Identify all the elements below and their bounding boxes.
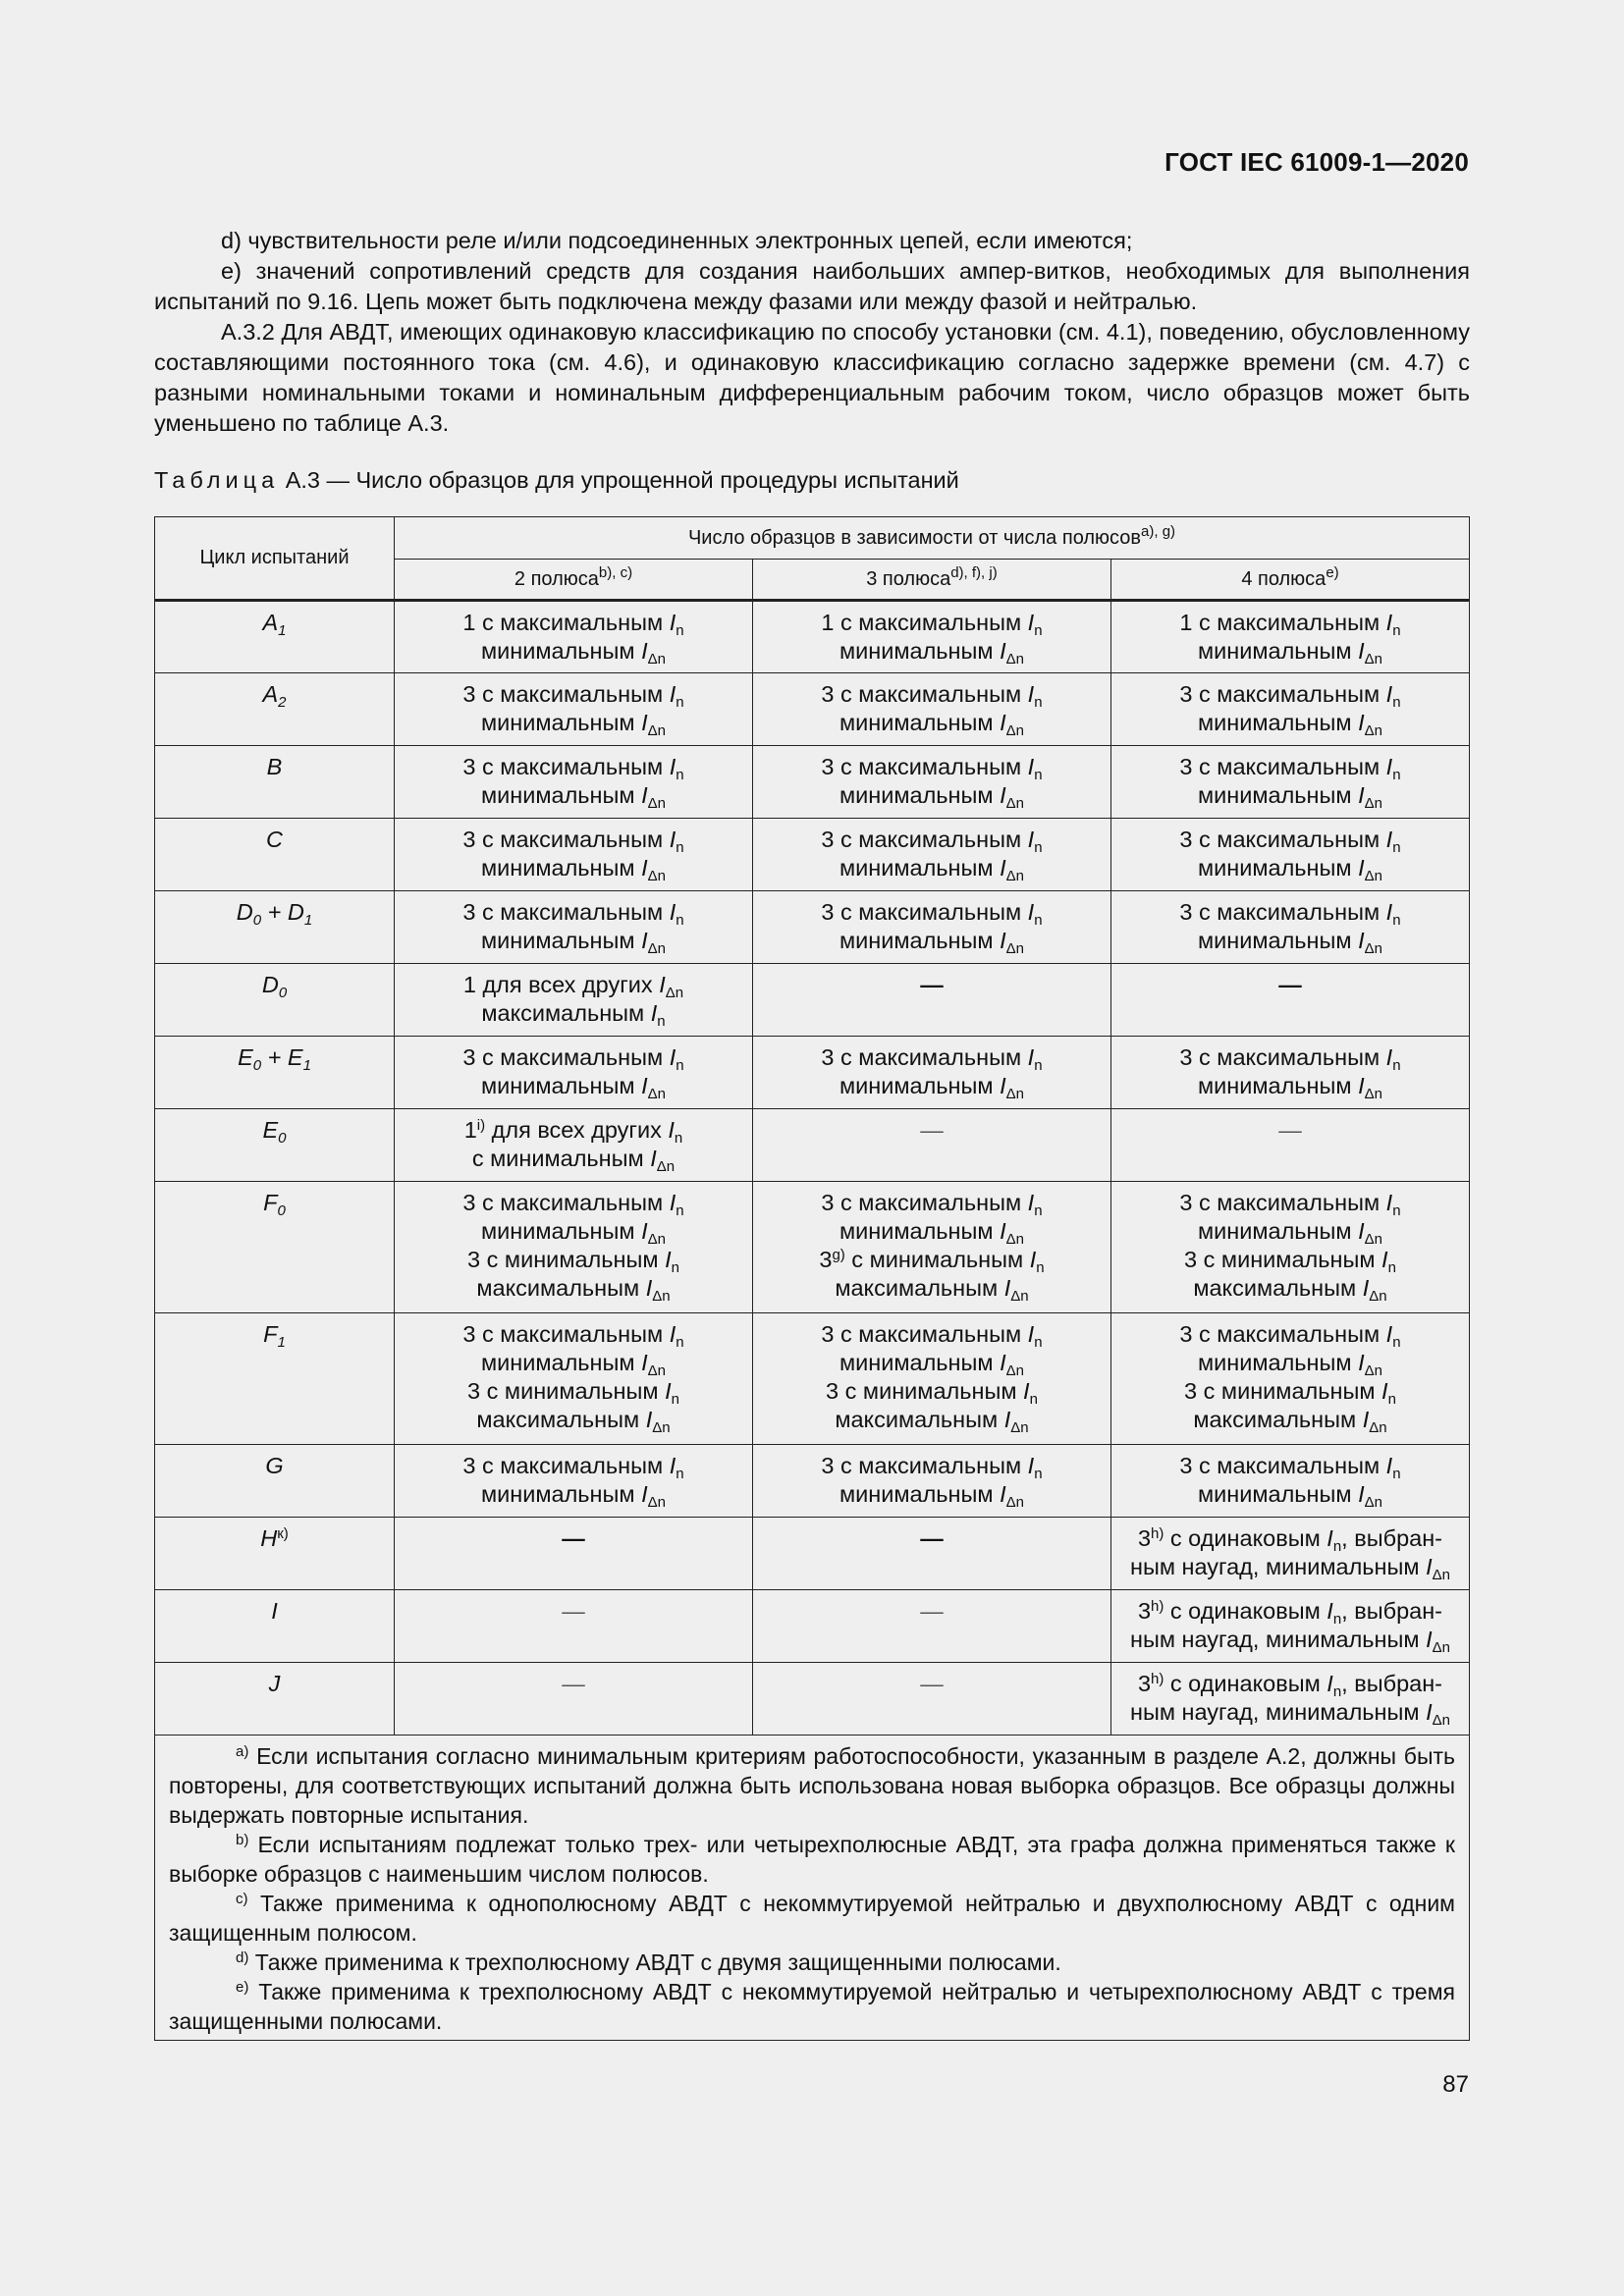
cell-c3: 3 с максимальным $I_n$ минимальным $I_{\Delta n}$ 3$^{g)}$ с минимальным $I_n$ максимальным $I_{\Delta n}$ — [752, 1182, 1110, 1313]
cell-cycle: $E_0$ — [155, 1109, 395, 1182]
cell-c2: 3 с максимальным $I_n$ минимальным $I_{\Delta n}$ — [395, 819, 753, 891]
cell-c2: 3 с максимальным $I_n$ минимальным $I_{\Delta n}$ — [395, 673, 753, 746]
header-3-poles: 3 полюса$^{d), f), j)}$ — [752, 560, 1110, 601]
cell-c2: — — [395, 1518, 753, 1590]
cell-cycle: $A_1$ — [155, 601, 395, 673]
table-body — [155, 601, 1470, 1735]
cell-cycle: $D_0 + D_1$ — [155, 891, 395, 964]
cell-c3: — — [752, 1663, 1110, 1735]
cell-c4: 3$^{h)}$ с одинаковым $I_n$, выбран- ным наугад, минимальным $I_{\Delta n}$ — [1110, 1663, 1469, 1735]
samples-table — [154, 516, 1470, 2041]
page-number: 87 — [1442, 2071, 1469, 2098]
cell-c2: 3 с максимальным $I_n$ минимальным $I_{\Delta n}$ — [395, 1037, 753, 1109]
cell-c4: 3 с максимальным $I_n$ минимальным $I_{\Delta n}$ 3 с минимальным $I_n$ максимальным $I_{\Delta n}$ — [1110, 1313, 1469, 1445]
table-row — [155, 746, 1470, 819]
cell-cycle: $A_2$ — [155, 673, 395, 746]
cell-c4: 3 с максимальным $I_n$ минимальным $I_{\Delta n}$ — [1110, 673, 1469, 746]
table-row — [155, 819, 1470, 891]
cell-c4: 1 с максимальным $I_n$ минимальным $I_{\Delta n}$ — [1110, 601, 1469, 673]
intro-paragraph-e: e) значений сопротивлений средств для создания наибольших ампер-витков, необходимых для выполнения испытаний по 9.16. Цепь может быть подключена между фазами или между фазой и нейтралью. — [154, 258, 1470, 314]
table-footnote: $^{a)}$ Если испытания согласно минимальным критериям работоспособности, указанным в разделе А.2, должны быть повторены, для соответствующих испытаний должна быть использована новая выборка образцов. Все образцы должны выдержать повторные испытания. — [169, 1743, 1455, 1828]
cell-c3: — — [752, 1590, 1110, 1663]
table-row — [155, 1313, 1470, 1445]
cell-cycle: $D_0$ — [155, 964, 395, 1037]
cell-cycle: $F_1$ — [155, 1313, 395, 1445]
cell-c2: — — [395, 1663, 753, 1735]
table-footnote: $^{c)}$ Также применима к однополюсному АВДТ с некоммутируемой нейтралью и двухполюсному АВДТ с одним защищенным полюсом. — [169, 1891, 1455, 1946]
cell-c2: — — [395, 1590, 753, 1663]
intro-paragraph-a32: А.3.2 Для АВДТ, имеющих одинаковую классификацию по способу установки (см. 4.1), поведению, обусловленному составляющими постоянного тока (см. 4.6), и одинаковую классификацию согласно задержке времени (см. 4.7) с разными номинальными токами и номинальным дифференциальным рабочим током, число образцов может быть уменьшено по таблице А.3. — [154, 319, 1470, 436]
cell-c2: 3 с максимальным $I_n$ минимальным $I_{\Delta n}$ — [395, 746, 753, 819]
table-row — [155, 673, 1470, 746]
cell-cycle: J — [155, 1663, 395, 1735]
cell-cycle: B — [155, 746, 395, 819]
cell-c3: — — [752, 964, 1110, 1037]
cell-c3: — — [752, 1518, 1110, 1590]
cell-c3: — — [752, 1109, 1110, 1182]
table-row — [155, 1037, 1470, 1109]
cell-c3: 1 с максимальным $I_n$ минимальным $I_{\Delta n}$ — [752, 601, 1110, 673]
cell-cycle: $H^{к)}$ — [155, 1518, 395, 1590]
cell-c3: 3 с максимальным $I_n$ минимальным $I_{\Delta n}$ — [752, 673, 1110, 746]
table-row — [155, 1109, 1470, 1182]
cell-c2: 1 с максимальным $I_n$ минимальным $I_{\Delta n}$ — [395, 601, 753, 673]
header-cycle: Цикл испытаний — [155, 517, 395, 601]
document-header: ГОСТ IEC 61009-1—2020 — [1164, 147, 1469, 177]
table-row — [155, 1182, 1470, 1313]
cell-cycle: C — [155, 819, 395, 891]
cell-cycle: $F_0$ — [155, 1182, 395, 1313]
header-2-poles: 2 полюса$^{b), c)}$ — [395, 560, 753, 601]
table-title-prefix: Таблица — [154, 467, 280, 493]
header-4-poles: 4 полюса$^{e)}$ — [1110, 560, 1469, 601]
cell-c4: — — [1110, 1109, 1469, 1182]
table-footnote: $^{d)}$ Также применима к трехполюсному АВДТ с двумя защищенными полюсами. — [236, 1949, 1061, 1975]
table-row — [155, 964, 1470, 1037]
cell-c3: 3 с максимальным $I_n$ минимальным $I_{\Delta n}$ 3 с минимальным $I_n$ максимальным $I_{\Delta n}$ — [752, 1313, 1110, 1445]
cell-c3: 3 с максимальным $I_n$ минимальным $I_{\Delta n}$ — [752, 819, 1110, 891]
cell-c2: 3 с максимальным $I_n$ минимальным $I_{\Delta n}$ 3 с минимальным $I_n$ максимальным $I_{\Delta n}$ — [395, 1313, 753, 1445]
cell-c2: 3 с максимальным $I_n$ минимальным $I_{\Delta n}$ 3 с минимальным $I_n$ максимальным $I_{\Delta n}$ — [395, 1182, 753, 1313]
table-row — [155, 1663, 1470, 1735]
cell-c4: 3 с максимальным $I_n$ минимальным $I_{\Delta n}$ — [1110, 1037, 1469, 1109]
cell-c2: 3 с максимальным $I_n$ минимальным $I_{\Delta n}$ — [395, 891, 753, 964]
cell-c2: 1 для всех других $I_{\Delta n}$ максимальным $I_n$ — [395, 964, 753, 1037]
cell-c4: 3 с максимальным $I_n$ минимальным $I_{\Delta n}$ — [1110, 819, 1469, 891]
cell-cycle: I — [155, 1590, 395, 1663]
table-footnote: $^{b)}$ Если испытаниям подлежат только трех- или четырехполюсные АВДТ, эта графа должна применяться также к выборке образцов с наименьшим числом полюсов. — [169, 1832, 1455, 1887]
cell-c2: 1$^{i)}$ для всех других $I_n$ с минимальным $I_{\Delta n}$ — [395, 1109, 753, 1182]
table-notes — [155, 1735, 1470, 2041]
cell-cycle: $E_0 + E_1$ — [155, 1037, 395, 1109]
intro-text — [154, 226, 1470, 439]
cell-cycle: G — [155, 1445, 395, 1518]
cell-c4: 3$^{h)}$ с одинаковым $I_n$, выбран- ным наугад, минимальным $I_{\Delta n}$ — [1110, 1590, 1469, 1663]
cell-c4: 3 с максимальным $I_n$ минимальным $I_{\Delta n}$ 3 с минимальным $I_n$ максимальным $I_{\Delta n}$ — [1110, 1182, 1469, 1313]
table-row — [155, 1590, 1470, 1663]
table-row — [155, 891, 1470, 964]
table-row — [155, 1445, 1470, 1518]
table-footnote: $^{e)}$ Также применима к трехполюсному АВДТ с некоммутируемой нейтралью и четырехполюсному АВДТ с тремя защищенными полюсами. — [169, 1979, 1455, 2034]
cell-c3: 3 с максимальным $I_n$ минимальным $I_{\Delta n}$ — [752, 1037, 1110, 1109]
cell-c4: 3 с максимальным $I_n$ минимальным $I_{\Delta n}$ — [1110, 746, 1469, 819]
cell-c4: — — [1110, 964, 1469, 1037]
cell-c4: 3$^{h)}$ с одинаковым $I_n$, выбран- ным наугад, минимальным $I_{\Delta n}$ — [1110, 1518, 1469, 1590]
cell-c4: 3 с максимальным $I_n$ минимальным $I_{\Delta n}$ — [1110, 1445, 1469, 1518]
intro-paragraph-d: d) чувствительности реле и/или подсоединенных электронных цепей, если имеются; — [221, 228, 1133, 253]
header-group: Число образцов в зависимости от числа полюсов$^{a), g)}$ — [395, 517, 1470, 560]
cell-c3: 3 с максимальным $I_n$ минимальным $I_{\Delta n}$ — [752, 1445, 1110, 1518]
table-row — [155, 601, 1470, 673]
table-title-text: А.3 — Число образцов для упрощенной процедуры испытаний — [285, 467, 959, 493]
cell-c4: 3 с максимальным $I_n$ минимальным $I_{\Delta n}$ — [1110, 891, 1469, 964]
table-title — [154, 467, 959, 494]
table-row — [155, 1518, 1470, 1590]
cell-c3: 3 с максимальным $I_n$ минимальным $I_{\Delta n}$ — [752, 746, 1110, 819]
cell-c3: 3 с максимальным $I_n$ минимальным $I_{\Delta n}$ — [752, 891, 1110, 964]
cell-c2: 3 с максимальным $I_n$ минимальным $I_{\Delta n}$ — [395, 1445, 753, 1518]
